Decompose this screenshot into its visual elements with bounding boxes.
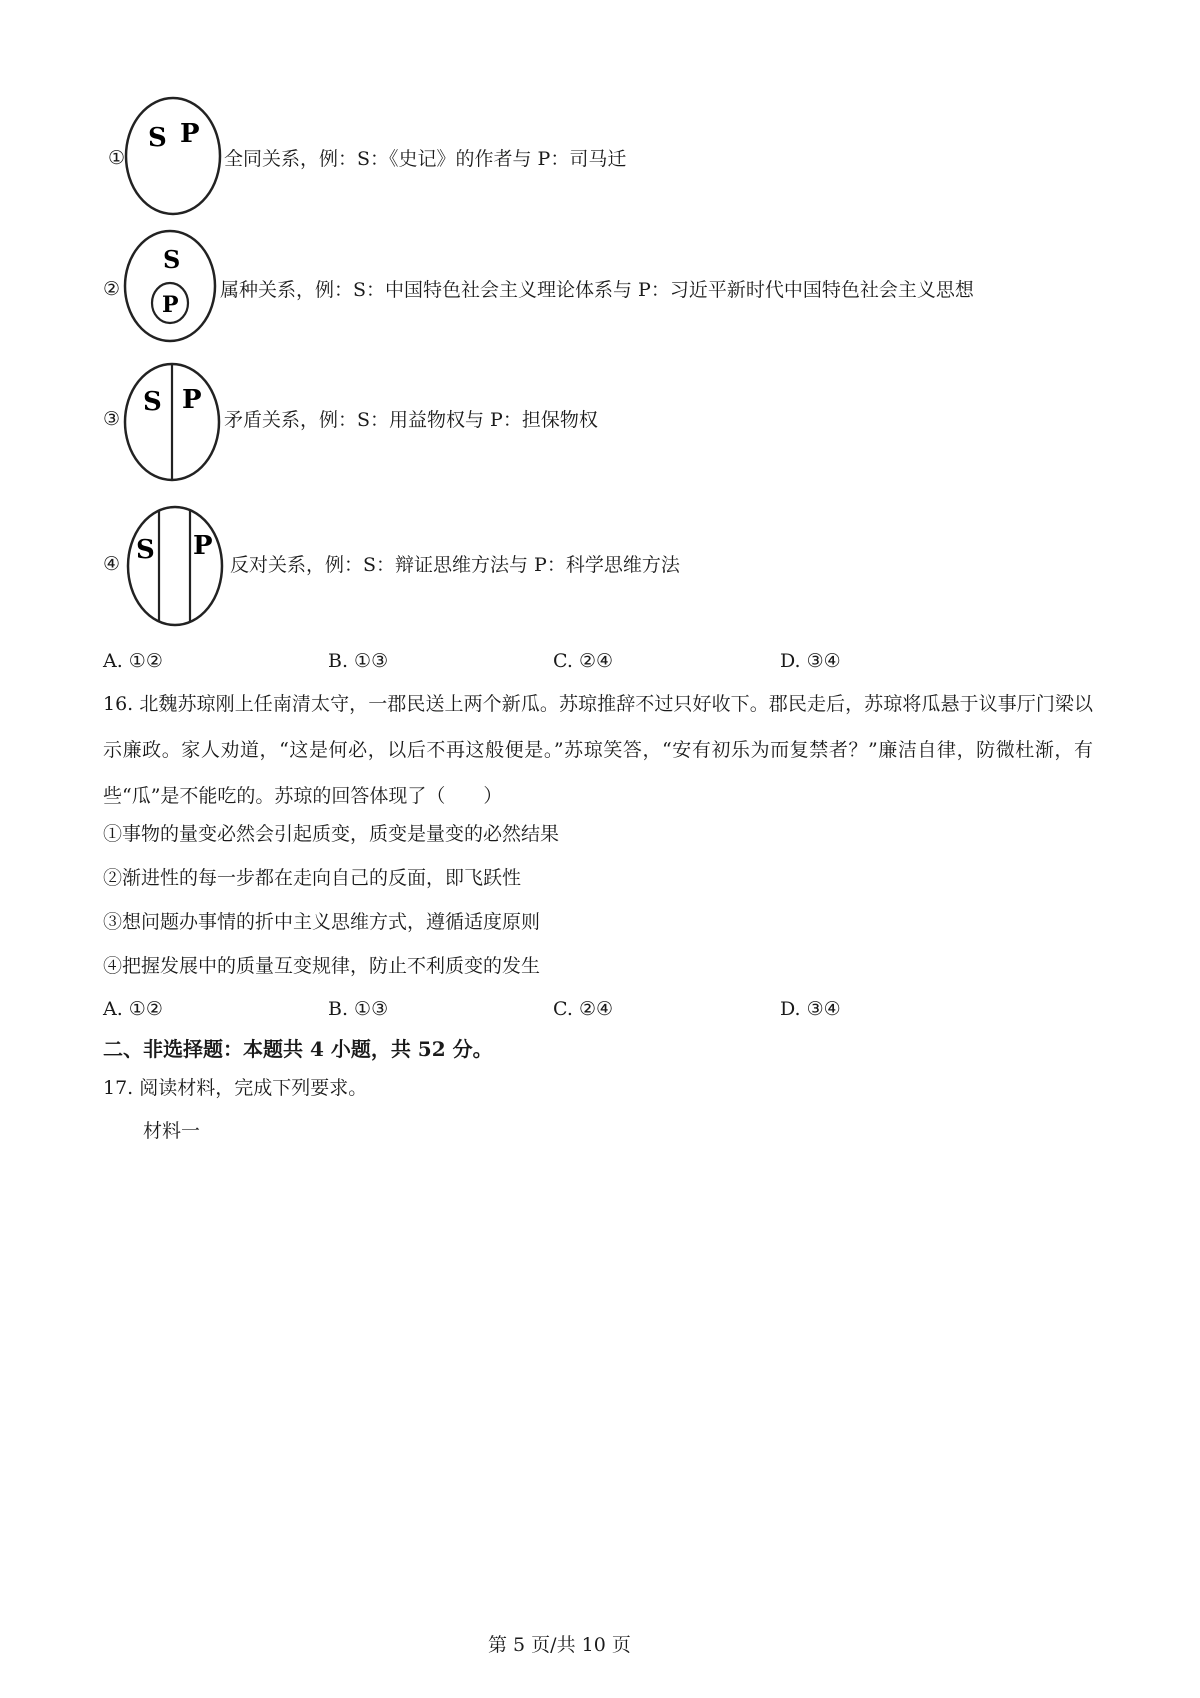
item-number-1: ①	[108, 147, 126, 169]
relation-text-3: 矛盾关系，例：S：用益物权与 P：担保物权	[224, 409, 598, 431]
section-heading: 二、非选择题：本题共 4 小题，共 52 分。	[103, 1037, 493, 1061]
item-number-3: ③	[103, 408, 121, 430]
q16-statement-1: ①事物的量变必然会引起质变，质变是量变的必然结果	[103, 823, 560, 845]
label-p: P	[180, 119, 200, 149]
q16-statement-3: ③想问题办事情的折中主义思维方式，遵循适度原则	[103, 911, 541, 933]
label-p: P	[182, 385, 202, 415]
q16-option-b[interactable]: B. ①③	[328, 998, 389, 1020]
label-s: S	[148, 123, 167, 153]
q15-option-b[interactable]: B. ①③	[328, 650, 389, 672]
q15-option-d[interactable]: D. ③④	[780, 650, 841, 672]
q15-option-a[interactable]: A. ①②	[103, 650, 163, 672]
relation-text-2: 属种关系，例：S：中国特色社会主义理论体系与 P：习近平新时代中国特色社会主义思想	[220, 279, 974, 301]
label-s: S	[163, 245, 181, 274]
material-label: 材料一	[143, 1120, 201, 1142]
outer-circle	[128, 507, 222, 625]
label-p: P	[193, 531, 213, 561]
q16-statement-2: ②渐进性的每一步都在走向自己的反面，即飞跃性	[103, 867, 522, 889]
q16-statement-4: ④把握发展中的质量互变规律，防止不利质变的发生	[103, 955, 541, 977]
contrary-relation-diagram	[120, 502, 232, 630]
relation-text-1: 全同关系，例：S：《史记》的作者与 P：司马迁	[224, 148, 627, 170]
label-s: S	[136, 535, 155, 565]
page-footer: 第 5 页/共 10 页	[488, 1634, 631, 1656]
relation-text-4: 反对关系，例：S：辩证思维方法与 P：科学思维方法	[230, 554, 680, 576]
identity-relation-diagram	[120, 90, 230, 220]
q16-option-d[interactable]: D. ③④	[780, 998, 841, 1020]
identity-circle	[126, 98, 220, 214]
label-p: P	[162, 292, 179, 318]
item-number-2: ②	[103, 278, 121, 300]
label-s: S	[143, 387, 162, 417]
genus-species-diagram	[118, 228, 228, 346]
q16-option-c[interactable]: C. ②④	[553, 998, 614, 1020]
contradictory-relation-diagram	[118, 360, 230, 484]
q16-option-a[interactable]: A. ①②	[103, 998, 163, 1020]
item-number-4: ④	[103, 553, 121, 575]
q17-stem: 17. 阅读材料，完成下列要求。	[103, 1077, 368, 1099]
q16-stem: 16. 北魏苏琼刚上任南清太守，一郡民送上两个新瓜。苏琼推辞不过只好收下。郡民走后，苏琼将瓜悬于议事厅门梁以示廉政。家人劝道，“这是何必，以后不再这般便是。”苏琼笑答，“安有初乐为而复禁者？”廉洁自律，防微杜渐，有些“瓜”是不能吃的。苏琼的回答体现了（ ）	[103, 693, 1093, 807]
q15-option-c[interactable]: C. ②④	[553, 650, 614, 672]
